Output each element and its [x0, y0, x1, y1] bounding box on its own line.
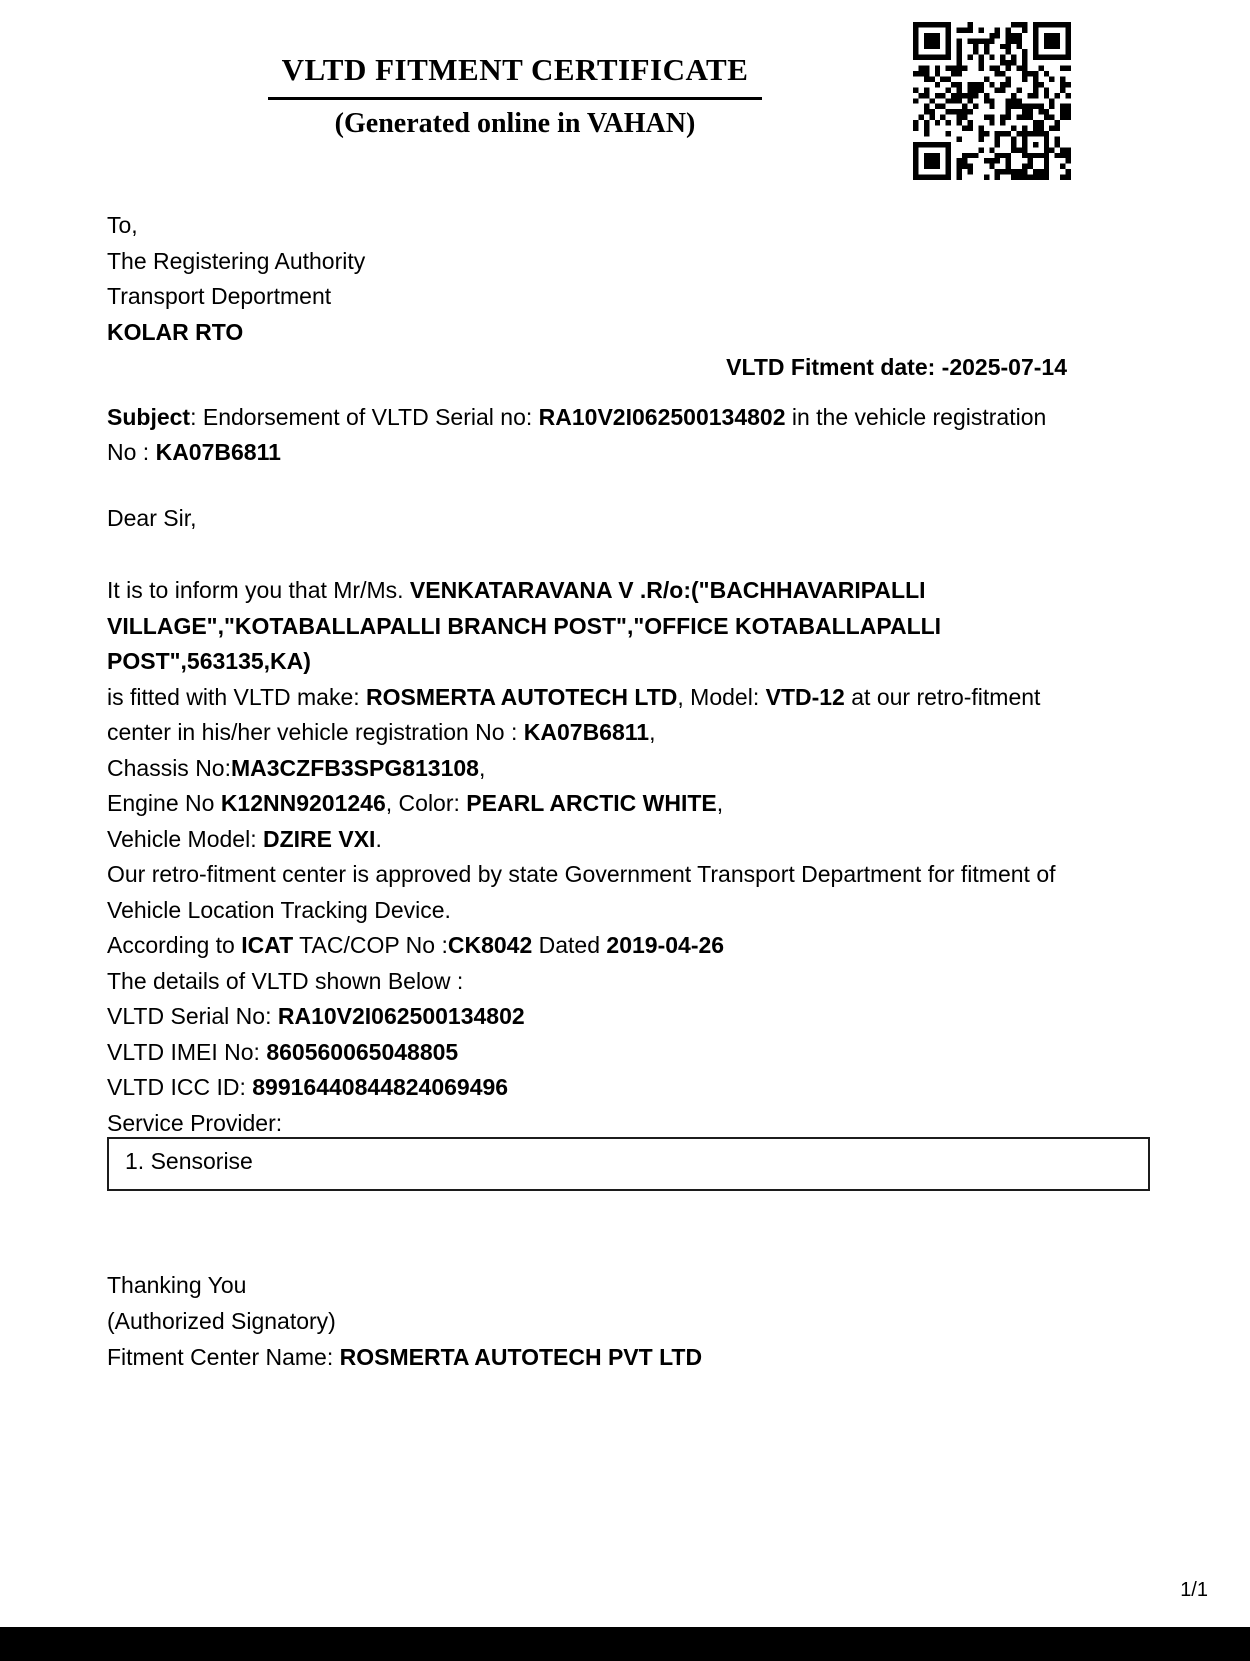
salutation [107, 501, 1150, 537]
text-segment: Chassis No: [107, 754, 231, 781]
text-line [107, 715, 1150, 751]
text-segment: POST",563135,KA) [107, 648, 311, 674]
letter-body [107, 573, 1150, 1141]
text-segment: Subject [107, 403, 191, 430]
text-segment: , [478, 754, 486, 781]
text-segment: 89916440844824069496 [252, 1074, 509, 1100]
closing-block [107, 1267, 1150, 1375]
text-segment: is fitted with VLTD make: [107, 683, 367, 710]
text-segment: VTD-12 [765, 683, 845, 710]
text-line [107, 1303, 1150, 1339]
text-segment: , Model: [677, 683, 766, 710]
text-line [107, 786, 1150, 822]
text-segment: VILLAGE","KOTABALLAPALLI BRANCH POST","OFFICE KOTABALLAPALLI [107, 612, 942, 639]
bottom-bar [0, 1627, 1250, 1661]
text-segment: CK8042 [447, 932, 533, 958]
service-provider-box [107, 1137, 1150, 1191]
text-line [107, 893, 1150, 929]
text-segment: Vehicle Location Tracking Device. [107, 896, 451, 923]
text-segment: Thanking You [107, 1272, 247, 1298]
text-line [107, 208, 1150, 244]
text-segment: Dated [532, 932, 607, 958]
text-line [107, 244, 1150, 280]
text-segment: KA07B6811 [523, 719, 650, 745]
text-line [107, 1035, 1150, 1071]
text-segment: It is to inform you that Mr/Ms. [107, 577, 410, 603]
text-line [107, 435, 1150, 471]
text-line [107, 1070, 1150, 1106]
text-segment: K12NN9201246 [220, 790, 386, 816]
text-line [107, 573, 1150, 609]
text-segment: 1. Sensorise [125, 1148, 253, 1174]
text-line [107, 928, 1150, 964]
text-segment: ROSMERTA AUTOTECH PVT LTD [339, 1344, 703, 1370]
text-line [107, 315, 1150, 351]
fitment-date [107, 350, 1150, 386]
text-segment: Dear Sir, [107, 504, 197, 531]
text-segment: ICAT [241, 932, 294, 958]
text-segment: VENKATARAVANA V .R/o:("BACHHAVARIPALLI [409, 577, 926, 603]
text-segment: VLTD Serial No: [107, 1003, 278, 1029]
text-segment: in the vehicle registration [785, 403, 1047, 430]
document-subtitle: (Generated online in VAHAN) [334, 108, 696, 139]
text-segment: TAC/COP No : [293, 932, 448, 958]
text-line [107, 964, 1150, 1000]
page-number: 1/1 [1180, 1579, 1208, 1601]
text-segment: , Color: [385, 790, 467, 816]
text-line [107, 857, 1150, 893]
text-segment: No : [107, 439, 156, 465]
text-line [107, 350, 1150, 386]
text-segment: Our retro-fitment center is approved by state Government Transport Department for fitment of [107, 861, 1056, 887]
text-line [107, 1267, 1150, 1303]
text-line [107, 999, 1150, 1035]
letter-content [107, 0, 1150, 1375]
text-segment: center in his/her vehicle registration No : [107, 719, 524, 745]
text-segment: DZIRE VXI [262, 825, 376, 852]
text-segment: According to [107, 932, 242, 958]
text-segment: (Authorized Signatory) [107, 1308, 336, 1334]
text-segment: To, [107, 212, 138, 238]
text-line [107, 822, 1150, 858]
text-line [107, 644, 1150, 680]
text-segment: RA10V2I062500134802 [277, 1003, 525, 1029]
recipient-address [107, 208, 1150, 350]
text-line [107, 1339, 1150, 1375]
text-segment: Transport Deportment [107, 283, 332, 309]
text-line [125, 1144, 1148, 1180]
text-line [107, 501, 1150, 537]
text-segment: : Endorsement of VLTD Serial no: [190, 403, 539, 430]
text-segment: , [649, 719, 656, 745]
text-segment: 2019-04-26 [606, 932, 725, 958]
text-segment: 860560065048805 [266, 1038, 459, 1065]
text-line [107, 400, 1150, 436]
text-segment: Service Provider: [107, 1109, 283, 1136]
text-segment: KA07B6811 [155, 439, 281, 465]
text-segment: RA10V2I062500134802 [538, 403, 786, 430]
text-segment: Fitment Center Name: [107, 1344, 340, 1370]
text-segment: KOLAR RTO [107, 318, 244, 345]
text-segment: , [716, 790, 724, 816]
text-segment: MA3CZFB3SPG813108 [230, 754, 479, 781]
text-line [107, 680, 1150, 716]
text-segment: at our retro-fitment [844, 683, 1041, 710]
text-line [107, 751, 1150, 787]
text-segment: ROSMERTA AUTOTECH LTD [366, 683, 678, 710]
text-segment: . [375, 825, 382, 852]
text-line [107, 1106, 1150, 1142]
text-segment: Engine No [107, 790, 221, 816]
text-line [107, 609, 1150, 645]
text-segment: VLTD ICC ID: [107, 1074, 253, 1100]
text-segment: VLTD IMEI No: [107, 1038, 267, 1065]
text-line [107, 279, 1150, 315]
text-segment: The details of VLTD shown Below : [107, 967, 464, 994]
text-segment: The Registering Authority [107, 247, 366, 274]
text-segment: VLTD Fitment date: -2025-07-14 [726, 354, 1067, 380]
subject-block [107, 400, 1150, 471]
text-segment: PEARL ARCTIC WHITE [466, 790, 717, 816]
text-segment: Vehicle Model: [107, 825, 263, 852]
document-title: VLTD FITMENT CERTIFICATE [268, 52, 763, 100]
